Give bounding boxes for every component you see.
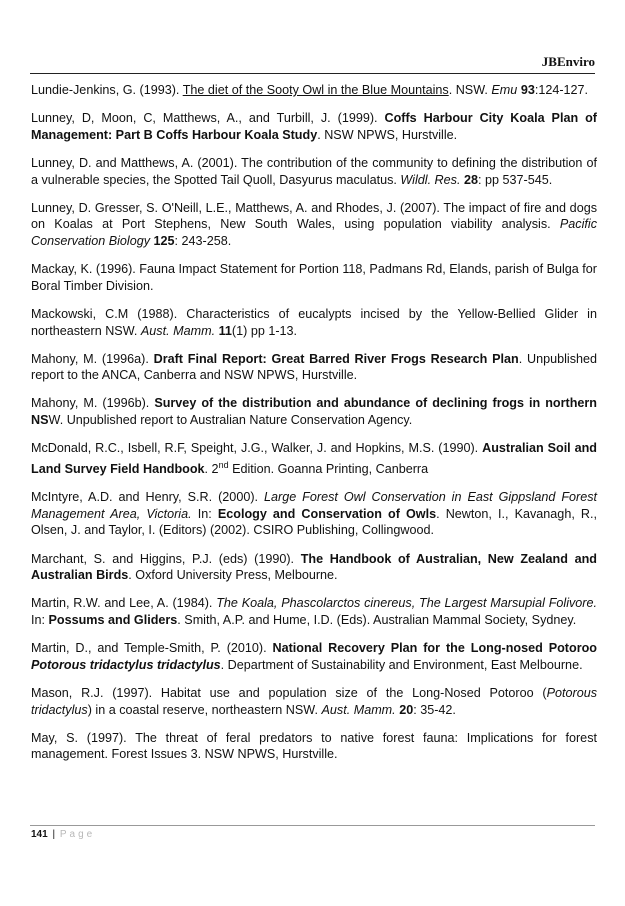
reference-text-run: Marchant, S. and Higgins, P.J. (eds) (1990).: [31, 551, 301, 566]
reference-text-run: : 35-42.: [413, 702, 456, 717]
footer: [31, 829, 95, 840]
reference-text-run: Pacific Conservation Biology: [31, 217, 597, 248]
footer-separator: |: [52, 829, 56, 840]
reference-text-run: Potorous tridactylus tridactylus: [31, 657, 221, 672]
reference-text-run: Australian Soil and Land Survey Field Handbook: [31, 441, 597, 477]
reference-entry: [31, 351, 597, 384]
reference-text-run: . Newton, I., Kavanagh, R., Olsen, J. and Taylor, I. (Editors) (2002). CSIRO Publishing, Collingwood.: [31, 506, 598, 538]
reference-text-run: Emu: [491, 83, 518, 97]
reference-text-run: 93: [520, 83, 535, 97]
reference-text-run: Aust. Mamm.: [321, 702, 396, 717]
reference-text-run: The Koala, Phascolarctos cinereus, The Largest Marsupial Folivore.: [216, 596, 597, 611]
reference-text-run: 28: [463, 172, 478, 187]
reference-entry: [31, 82, 597, 99]
reference-entry: [31, 306, 597, 339]
reference-entry: [31, 551, 597, 584]
reference-entry: [31, 261, 597, 294]
reference-text-run: nd: [218, 459, 229, 470]
reference-text-run: Mason, R.J. (1997). Habitat use and population size of the Long-Nosed Potoroo (: [31, 685, 547, 700]
reference-text-run: Lundie-Jenkins, G. (1993).: [31, 83, 183, 97]
reference-text-run: Lunney, D, Moon, C, Matthews, A., and Turbill, J. (1999).: [31, 111, 385, 126]
reference-text-run: Lunney, D. Gresser, S. O'Neill, L.E., Matthews, A. and Rhodes, J. (2007). The impact of fire and dogs on Koalas at Port Stephens, New South Wales, using population viability analysis.: [31, 200, 597, 232]
header-divider: [30, 73, 595, 74]
reference-text-run: Coffs Harbour City Koala Plan of Management: Part B Coffs Harbour Koala Study: [31, 111, 597, 142]
reference-text-run: . 2: [204, 462, 219, 477]
reference-text-run: . Unpublished report to the ANCA, Canberra and NSW NPWS, Hurstville.: [31, 351, 597, 383]
reference-entry: [31, 440, 597, 477]
reference-text-run: . Smith, A.P. and Hume, I.D. (Eds). Australian Mammal Society, Sydney.: [177, 612, 577, 627]
reference-text-run: . Oxford University Press, Melbourne.: [128, 568, 338, 583]
reference-text-run: 125: [153, 233, 175, 248]
page-label: Page: [59, 829, 96, 840]
reference-text-run: : 243-258.: [174, 233, 232, 248]
reference-entry: [31, 685, 597, 718]
reference-text-run: Aust. Mamm.: [140, 323, 216, 338]
reference-text-run: Potorous tridactylus: [31, 685, 597, 717]
reference-text-run: Ecology and Conservation of Owls: [217, 506, 437, 521]
reference-text-run: Mackowski, C.M (1988). Characteristics of eucalypts incised by the Yellow-Bellied Glider in northeastern NSW.: [31, 306, 597, 338]
reference-text-run: :124-127.: [534, 83, 589, 97]
reference-entry: [31, 110, 597, 143]
header-brand: JBEnviro: [541, 54, 595, 69]
reference-text-run: . NSW NPWS, Hurstville.: [317, 127, 458, 142]
reference-text-run: Mahony, M. (1996a).: [31, 351, 154, 366]
reference-entry: [31, 395, 597, 428]
reference-entry: [31, 730, 597, 763]
reference-text-run: The diet of the Sooty Owl in the Blue Mountains: [182, 83, 449, 97]
reference-text-run: 20: [399, 702, 414, 717]
page-number: 141: [31, 829, 48, 840]
reference-text-run: Lunney, D. and Matthews, A. (2001). The contribution of the community to defining the distribution of a vulnerable species, the Spotted Tail Quoll, Dasyurus maculatus.: [31, 155, 597, 187]
reference-text-run: Martin, R.W. and Lee, A. (1984).: [31, 596, 217, 611]
reference-text-run: In:: [31, 612, 49, 627]
reference-text-run: Large Forest Owl Conservation in East Gippsland Forest Management Area, Victoria.: [31, 490, 598, 521]
reference-entry: [31, 489, 597, 539]
reference-text-run: Draft Final Report: Great Barred River Frogs Research Plan: [153, 351, 519, 366]
reference-text-run: ) in a coastal reserve, northeastern NSW.: [87, 702, 322, 717]
reference-text-run: Edition. Goanna Printing, Canberra: [228, 462, 429, 477]
reference-entry: [31, 595, 597, 628]
reference-text-run: . NSW.: [448, 83, 492, 97]
reference-text-run: (1) pp 1-13.: [231, 323, 298, 338]
reference-text-run: Possums and Gliders: [48, 612, 178, 627]
reference-text-run: The Handbook of Australian, New Zealand and Australian Birds: [31, 551, 597, 583]
reference-list: [31, 82, 597, 775]
reference-text-run: National Recovery Plan for the Long-nosed Potoroo: [272, 641, 597, 656]
reference-text-run: . Department of Sustainability and Environment, East Melbourne.: [220, 657, 583, 672]
reference-text-run: In:: [191, 506, 218, 521]
reference-text-run: Mackay, K. (1996). Fauna Impact Statement for Portion 118, Padmans Rd, Elands, parish of Bulga for Boral Timber Division.: [31, 262, 597, 293]
footer-divider: [30, 825, 595, 826]
reference-entry: [31, 640, 597, 673]
reference-text-run: : pp 537-545.: [477, 172, 553, 187]
reference-text-run: Survey of the distribution and abundance of declining frogs in northern NS: [31, 396, 597, 428]
reference-text-run: McIntyre, A.D. and Henry, S.R. (2000).: [31, 490, 264, 505]
reference-entry: [31, 155, 597, 188]
reference-entry: [31, 200, 597, 250]
reference-text-run: McDonald, R.C., Isbell, R.F, Speight, J.G., Walker, J. and Hopkins, M.S. (1990).: [31, 441, 483, 456]
reference-text-run: Mahony, M. (1996b).: [31, 396, 155, 411]
reference-text-run: Martin, D., and Temple-Smith, P. (2010).: [31, 641, 273, 656]
reference-text-run: 11: [218, 323, 232, 338]
reference-text-run: May, S. (1997). The threat of feral predators to native forest fauna: Implications for forest management. Forest Issues 3. NSW NPWS, Hurstville.: [31, 730, 597, 762]
reference-text-run: Wildl. Res.: [400, 172, 461, 187]
reference-text-run: W. Unpublished report to Australian Nature Conservation Agency.: [48, 413, 413, 428]
